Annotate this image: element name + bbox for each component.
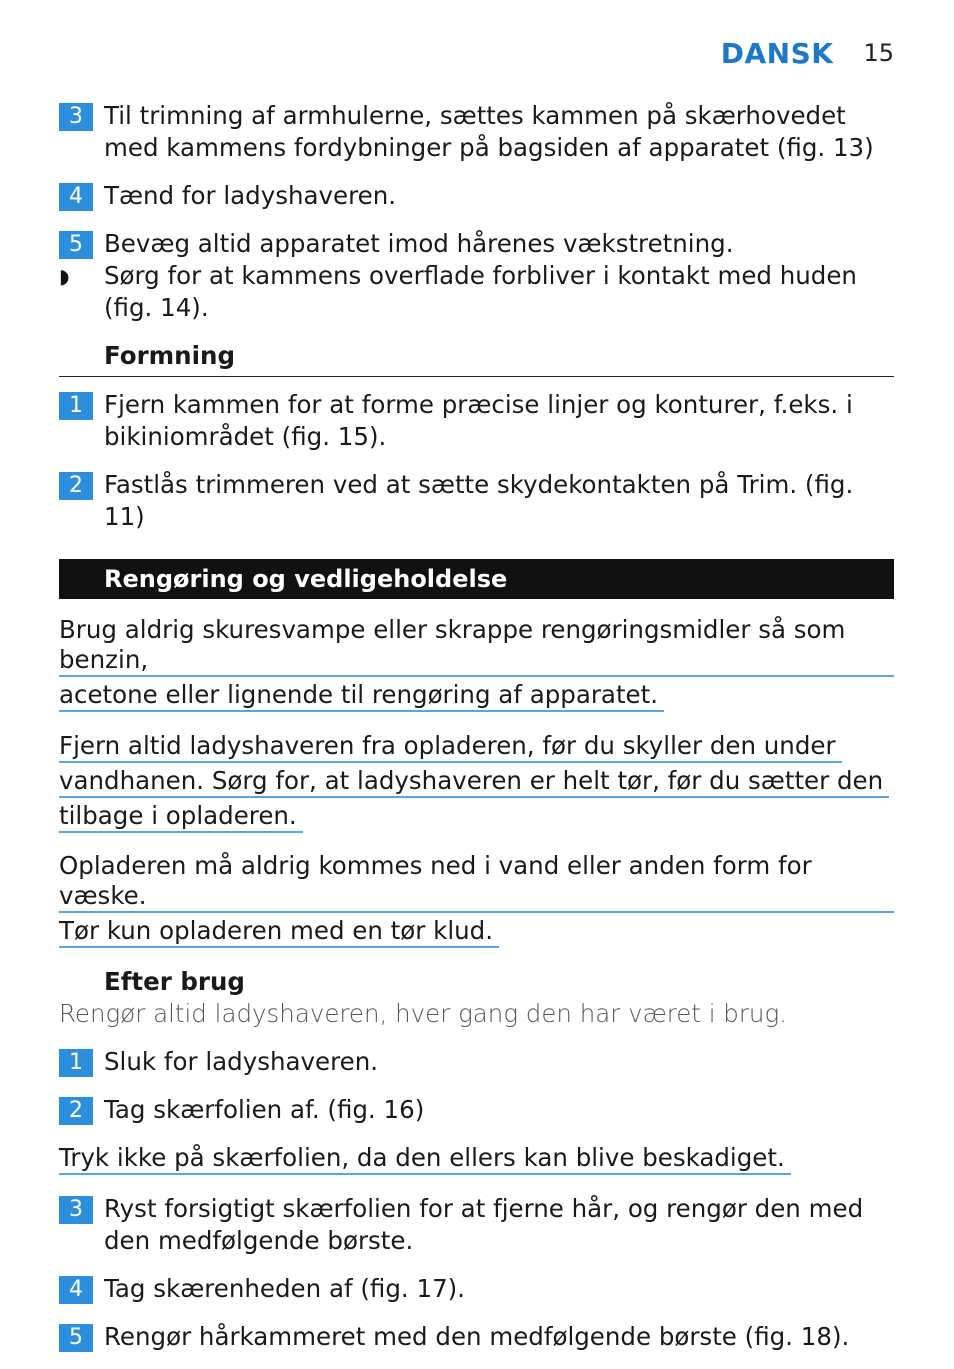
after-use-step-5: [59, 1321, 894, 1353]
language-label: DANSK: [720, 36, 834, 70]
step-number: 1: [59, 1049, 93, 1077]
step-number: 3: [59, 103, 93, 131]
formning-step-1: [59, 389, 894, 453]
after-use-step-1: [59, 1046, 894, 1078]
step-number: 4: [59, 183, 93, 211]
warning-line: vandhanen. Sørg for, at ladyshaveren er helt tør, før du sætter den: [59, 766, 889, 798]
after-use-heading: Efter brug: [104, 967, 245, 996]
formning-heading: Formning: [59, 340, 894, 377]
warning-line: Tør kun opladeren med en tør klud.: [59, 916, 499, 948]
step-5-trim: [59, 228, 894, 260]
warning-line: Tryk ikke på skærfolien, da den ellers kan blive beskadiget.: [59, 1143, 791, 1175]
step-number: 2: [59, 1097, 93, 1125]
step-text: Til trimning af armhulerne, sættes kammen på skærhovedet med kammens fordybninger på bagsiden af apparatet (fig. 13): [104, 101, 874, 162]
step-number: 1: [59, 392, 93, 420]
step-text: Tag skærfolien af. (fig. 16): [104, 1095, 425, 1124]
step-3-trim: [59, 100, 894, 164]
warning-3: [59, 851, 894, 950]
formning-step-2: [59, 469, 894, 533]
cleaning-section-heading: Rengøring og vedligeholdelse: [59, 559, 894, 599]
warning-1: [59, 615, 894, 714]
warning-foil: [59, 1142, 894, 1177]
warning-line: Opladeren må aldrig kommes ned i vand eller anden form for væske.: [59, 851, 894, 913]
step-text: Sluk for ladyshaveren.: [104, 1047, 379, 1076]
after-use-step-4: [59, 1273, 894, 1305]
warning-line: Brug aldrig skuresvampe eller skrappe rengøringsmidler så som benzin,: [59, 615, 894, 677]
warning-line: acetone eller lignende til rengøring af apparatet.: [59, 680, 664, 712]
step-number: 2: [59, 472, 93, 500]
step-number: 4: [59, 1276, 93, 1304]
after-use-intro: Rengør altid ladyshaveren, hver gang den har været i brug.: [59, 999, 787, 1028]
warning-2: [59, 730, 894, 835]
warning-line: tilbage i opladeren.: [59, 801, 303, 833]
step-text: Bevæg altid apparatet imod hårenes vækstretning.: [104, 229, 734, 258]
step-number: 5: [59, 231, 93, 259]
page-number: 15: [863, 39, 894, 67]
after-use-step-3: [59, 1193, 894, 1257]
bullet-icon: ◗: [59, 264, 70, 288]
after-use-step-2: [59, 1094, 894, 1126]
step-4-trim: [59, 180, 894, 212]
bullet-item: [59, 260, 894, 324]
step-text: Fastlås trimmeren ved at sætte skydekontakten på Trim. (fig. 11): [104, 470, 854, 531]
step-text: Tag skærenheden af (fig. 17).: [104, 1274, 466, 1303]
page-header: [721, 36, 894, 70]
step-text: Ryst forsigtigt skærfolien for at fjerne hår, og rengør den med den medfølgende børste.: [104, 1194, 864, 1255]
page-content: [59, 100, 894, 1369]
step-text: Rengør hårkammeret med den medfølgende børste (fig. 18).: [104, 1322, 850, 1351]
step-number: 3: [59, 1196, 93, 1224]
step-number: 5: [59, 1324, 93, 1352]
warning-line: Fjern altid ladyshaveren fra opladeren, før du skyller den under: [59, 731, 842, 763]
step-text: Tænd for ladyshaveren.: [104, 181, 397, 210]
bullet-text: Sørg for at kammens overflade forbliver i kontakt med huden (fig. 14).: [104, 261, 857, 322]
step-text: Fjern kammen for at forme præcise linjer og konturer, f.eks. i bikiniområdet (fig. 15).: [104, 390, 853, 451]
